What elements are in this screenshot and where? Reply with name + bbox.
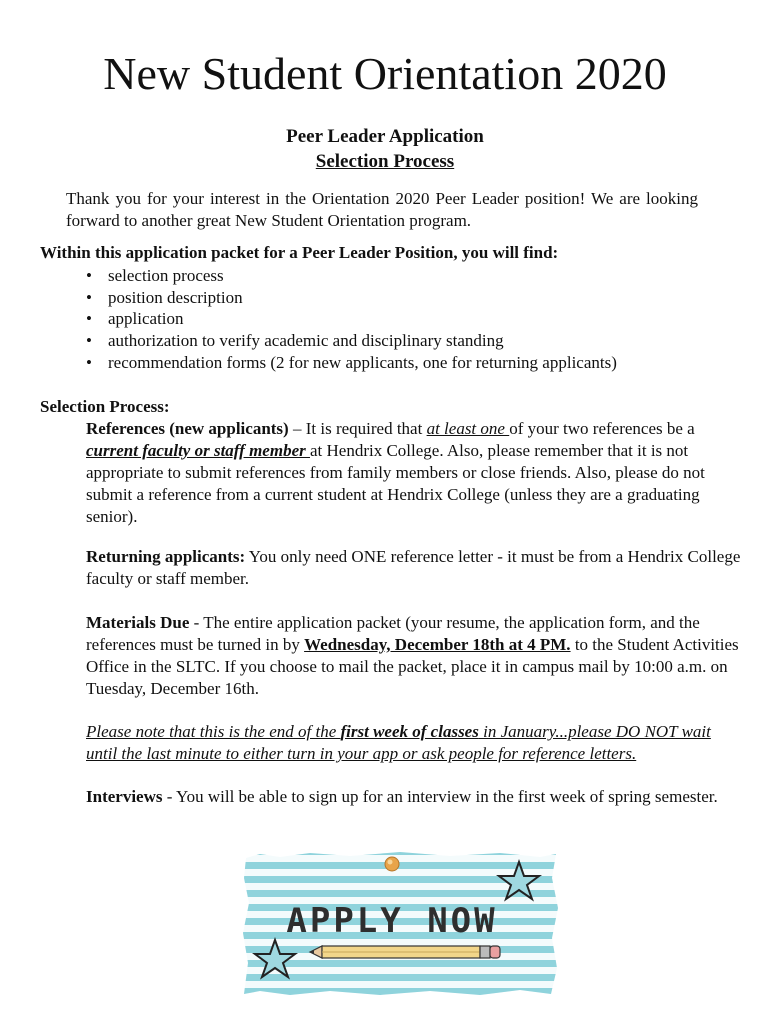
list-item-text: application [108,309,184,329]
apply-now-text: APPLY NOW [286,901,498,941]
faculty-staff-emphasis: current faculty or staff member [86,441,310,460]
bullet-icon: • [86,309,92,329]
pencil-icon [310,946,500,958]
subtitle-line-1: Peer Leader Application [286,126,484,147]
list-item [86,352,617,374]
subtitle-line-2: Selection Process [315,151,455,172]
pushpin-icon [385,857,399,871]
deadline-emphasis: Wednesday, December 18th at 4 PM. [304,635,571,654]
tape-stripe [240,862,560,869]
materials-due-label: Materials Due [86,613,190,632]
references-paragraph [86,418,746,528]
materials-text-1: - The entire application packet (your resume, the application form, and the references must be turned in by [86,613,700,654]
references-text-1: – It is required that [288,419,427,438]
first-week-emphasis: first week of classes [340,722,479,741]
returning-applicants-paragraph [86,546,746,590]
references-label: References (new applicants) [86,419,289,438]
list-item [86,265,617,287]
interviews-label: Interviews [86,787,163,806]
materials-text-2: to the Student Activities Office in the SLTC. If you choose to mail the packet, place it in campus mail by 10:00 a.m. on Tuesday, December 16th. [86,635,739,698]
bullet-icon: • [86,352,92,372]
tape-stripe [240,848,560,855]
list-item-text: selection process [108,266,224,285]
bullet-icon: • [86,266,92,285]
tape-stripe [240,960,560,967]
subtitle-block [0,124,770,174]
apply-now-banner [240,848,560,998]
packet-contents-heading: Within this application packet for a Peer Leader Position, you will find: [40,243,559,262]
list-item-text: position description [108,287,243,307]
references-text-3: at Hendrix College. Also, please remember that it is not appropriate to submit references from family members or close friends. Also, please do not submit a reference from a current student at Hendrix College (unless they are a graduating senior). [86,441,705,526]
tape-stripe [240,988,560,995]
bullet-icon: • [86,331,92,351]
intro-paragraph: Thank you for your interest in the Orientation 2020 Peer Leader position! We are looking forward to another great New Student Orientation program. [66,189,698,230]
note-paragraph [86,721,746,765]
references-text-2: of your two references be a [509,419,695,438]
selection-process-heading: Selection Process: [40,397,170,416]
page-title: New Student Orientation 2020 [103,48,667,99]
packet-contents-list [86,265,617,374]
materials-due-paragraph [86,612,746,700]
interviews-text: - You will be able to sign up for an interview in the first week of spring semester. [162,787,718,806]
at-least-one-emphasis: at least one [426,419,510,438]
bullet-icon: • [86,287,92,307]
list-item-text: authorization to verify academic and disciplinary standing [108,331,504,351]
returning-applicants-text: You only need ONE reference letter - it must be from a Hendrix College faculty or staff member. [86,547,741,588]
list-item [86,287,617,309]
list-item [86,308,617,330]
returning-applicants-label: Returning applicants: [86,547,246,566]
note-text-1: Please note that this is the end of the [86,722,341,741]
list-item [86,330,617,352]
list-item-text: recommendation forms (2 for new applicants, one for returning applicants) [108,352,617,372]
note-text-2: in January...please DO NOT wait until the last minute to either turn in your app or ask people for reference letters. [86,722,711,763]
interviews-paragraph [86,786,746,808]
